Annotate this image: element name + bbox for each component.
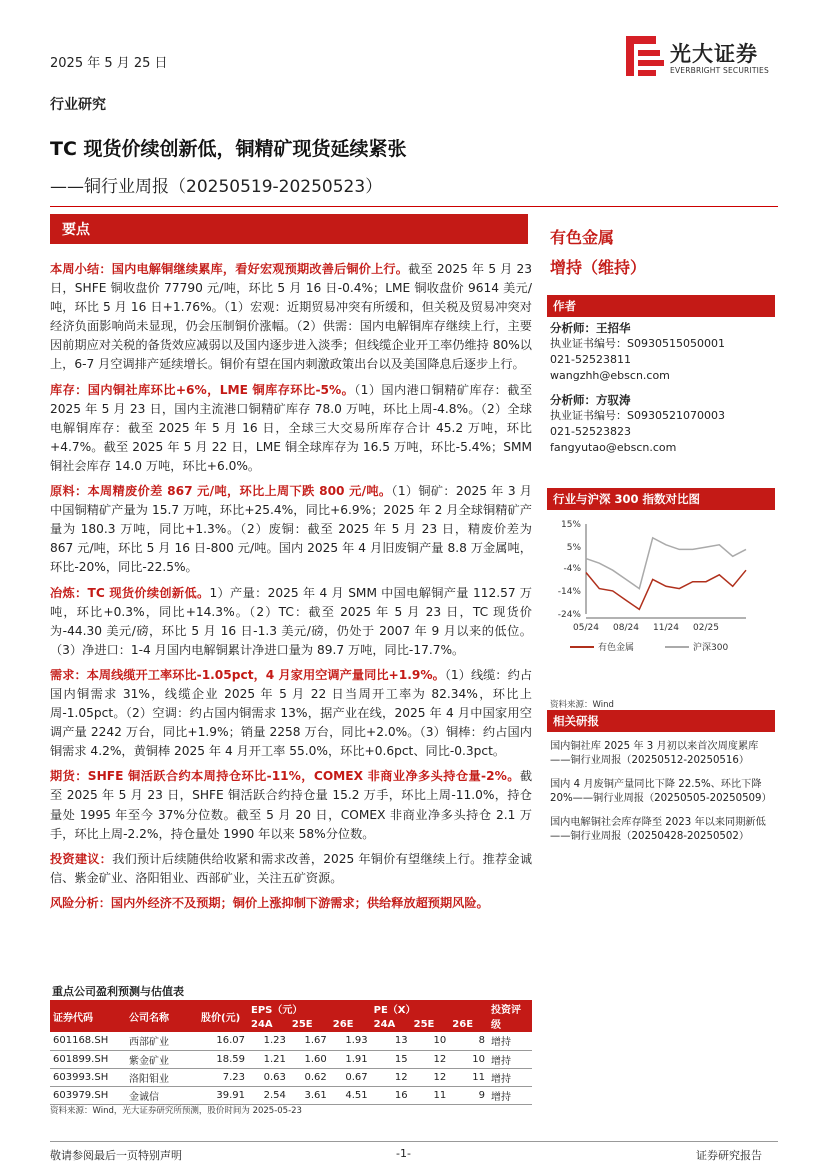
table-cell: 16 (371, 1086, 411, 1104)
table-cell: 12 (411, 1068, 450, 1086)
column-header: 股价(元) (198, 1000, 248, 1032)
table-cell: 1.60 (289, 1050, 330, 1068)
table-cell: 10 (411, 1032, 450, 1050)
column-header: 证券代码 (50, 1000, 126, 1032)
analyst-name: 分析师：方驭涛 (550, 393, 631, 407)
related-report-link[interactable]: 国内电解铜社会库存降至 2023 年以来同期新低——铜行业周报（20250428-20250502） (550, 817, 766, 842)
logo-text: 光大证券 (670, 42, 758, 66)
table-cell: 1.23 (248, 1032, 289, 1050)
analyst-phone: 021-52523811 (550, 353, 631, 366)
company-logo (626, 36, 786, 80)
analyst-card (550, 320, 725, 384)
table-cell: 1.67 (289, 1032, 330, 1050)
table-cell: 15 (371, 1050, 411, 1068)
paragraph-demand (50, 666, 532, 761)
series-line (586, 570, 746, 609)
table-cell: 12 (371, 1068, 411, 1086)
x-tick-label: 08/24 (613, 623, 639, 633)
footer-report-type: 证券研究报告 (696, 1149, 762, 1162)
table-row (50, 1068, 532, 1086)
chart-section-header: 行业与沪深 300 指数对比图 (547, 488, 775, 510)
main-body (50, 260, 532, 919)
chart-source: 资料来源：Wind (550, 700, 614, 710)
paragraph-investment (50, 850, 532, 888)
table-cell: 603993.SH (50, 1068, 126, 1086)
table-cell: 11 (449, 1068, 488, 1086)
table-cell: 18.59 (198, 1050, 248, 1068)
footer-divider (50, 1141, 778, 1142)
table-cell: 3.61 (289, 1086, 330, 1104)
paragraph-text: （1）线缆：约占国内铜需求 31%，线缆企业 2025 年 5 月 22 日当周开工率为 82.34%，环比上周-1.05pct。（2）空调：约占国内铜需求 13%，据产业在线，2025 年 4 月中国家用空调产量 2242 万台，同比+1.9%；销量 2258 万台，同比+2.0%。（3）铜棒：约占国内铜需求 4.2%，黄铜棒 2025 年 4 月开工率 55.0%，环比+0.6pct、同比-0.3pct。 (50, 667, 533, 759)
y-tick-label: 5% (566, 543, 581, 554)
table-cell: 4.51 (330, 1086, 371, 1104)
table-cell: 39.91 (198, 1086, 248, 1104)
table-cell: 8 (449, 1032, 488, 1050)
logo-mark-icon (626, 36, 664, 76)
analyst-cert: 执业证书编号：S0930515050001 (550, 337, 725, 350)
table-cell: 1.21 (248, 1050, 289, 1068)
related-report-link[interactable]: 国内 4 月废铜产量同比下降 22.5%、环比下降 20%——铜行业周报（20250505-20250509） (550, 779, 772, 804)
y-tick-label: -14% (557, 586, 581, 597)
paragraph-heading: 期货：SHFE 铜活跃合约本周持仓环比-11%，COMEX 非商业净多头持仓量-2%。 (50, 769, 520, 784)
table-cell: 增持 (488, 1050, 532, 1068)
keypoints-header-bar (50, 214, 528, 244)
paragraph-heading: 本周小结：国内电解铜继续累库，看好宏观预期改善后铜价上行。 (50, 262, 409, 276)
table-cell: 601899.SH (50, 1050, 126, 1068)
table-cell: 10 (449, 1050, 488, 1068)
paragraph-risk (50, 894, 532, 913)
column-header: 投资评级 (488, 1000, 532, 1032)
table-title: 重点公司盈利预测与估值表 (52, 985, 184, 998)
footer-disclaimer: 敬请参阅最后一页特别声明 (50, 1149, 182, 1162)
analyst-email[interactable]: wangzhh@ebscn.com (550, 369, 670, 382)
paragraph-inventory (50, 381, 532, 476)
report-date: 2025 年 5 月 25 日 (50, 56, 168, 71)
paragraph-smelting (50, 584, 532, 660)
analyst-cert: 执业证书编号：S0930521070003 (550, 409, 725, 422)
series-line (586, 538, 746, 589)
column-group-header: PE（X） (371, 1000, 488, 1016)
analyst-email[interactable]: fangyutao@ebscn.com (550, 441, 677, 454)
table-cell: 2.54 (248, 1086, 289, 1104)
table-cell: 洛阳钼业 (126, 1068, 198, 1086)
x-tick-label: 11/24 (653, 623, 679, 633)
column-header: 24A (371, 1016, 411, 1032)
paragraph-text: 截至 2025 年 5 月 23 日，SHFE 铜收盘价 77790 元/吨，环比 5 月 16 日-0.4%；LME 铜收盘价 9614 美元/吨，环比 5 月 16 日+1.76%。（1）宏观：近期贸易冲突有所缓和，但关税及贸易冲突对经济负面影响尚未显现，仍会压制铜价涨幅。（2）供需：国内电解铜库存继续上行，主要因前期应对关税的备货效应减弱以及国内逐步进入淡季；但线缆企业开工率仍维持 80%以上，6-7 月空调排产延续增长。铜价有望在国内刺激政策出台以及美国降息后逐步上行。 (50, 262, 532, 372)
table-cell: 1.93 (330, 1032, 371, 1050)
table-row (50, 1032, 532, 1050)
table-row (50, 1050, 532, 1068)
table-cell: 0.67 (330, 1068, 371, 1086)
column-header: 26E (449, 1016, 488, 1032)
table-cell: 0.63 (248, 1068, 289, 1086)
column-header: 25E (289, 1016, 330, 1032)
sector-rating: 增持（维持） (550, 258, 647, 277)
y-tick-label: -4% (563, 563, 581, 574)
x-tick-label: 02/25 (693, 623, 719, 633)
table-header-row (50, 1000, 532, 1016)
paragraph-summary (50, 260, 532, 375)
report-category: 行业研究 (50, 97, 106, 113)
keypoints-title: 要点 (62, 222, 90, 238)
table-cell: 11 (411, 1086, 450, 1104)
table-cell: 0.62 (289, 1068, 330, 1086)
related-reports-header: 相关研报 (547, 710, 775, 732)
paragraph-heading: 原料：本周精废价差 867 元/吨，环比上周下跌 800 元/吨。 (50, 484, 392, 499)
table-cell: 西部矿业 (126, 1032, 198, 1050)
paragraph-heading: 需求：本周线缆开工率环比-1.05pct，4 月家用空调产量同比+1.9%。 (50, 667, 445, 682)
paragraph-text: （1）国内港口铜精矿库存：截至 2025 年 5 月 23 日，国内主流港口铜精矿库存 78.0 万吨，环比上周-4.8%。（2）全球电解铜库存：截至 2025 年 5 月 16 日，全球三大交易所库存合计 45.2 万吨，环比+4.7%。截至 2025 年 5 月 22 日，LME 铜全球库存为 16.5 万吨，环比-5.4%；SMM 铜社会库存 14.0 万吨，环比+6.0%。 (50, 382, 533, 473)
paragraph-text: 截至 2025 年 5 月 23 日，SHFE 铜活跃合约持仓量 15.2 万手，环比上周-11.0%，持仓量处 1995 年至今 37%分位数。截至 5 月 20 日，COMEX 非商业净多头持仓 2.1 万手，环比上周-2.2%，持仓量处 1990 年以来 58%分位数。 (50, 769, 532, 841)
analyst-card (550, 392, 725, 456)
table-cell: 13 (371, 1032, 411, 1050)
column-header: 公司名称 (126, 1000, 198, 1032)
report-title: TC 现货价续创新低，铜精矿现货延续紧张 (50, 138, 407, 160)
paragraph-heading: 投资建议： (50, 851, 113, 866)
table-cell: 增持 (488, 1086, 532, 1104)
x-tick-label: 05/24 (573, 623, 599, 633)
legend-label: 沪深300 (693, 643, 729, 653)
legend-label: 有色金属 (598, 643, 635, 653)
y-tick-label: 15% (560, 520, 581, 530)
paragraph-text: 1）产量：2025 年 4 月 SMM 中国电解铜产量 112.57 万吨，环比+0.3%，同比+14.3%。（2）TC：截至 2025 年 5 月 23 日，TC 现货价为-44.30 美元/磅，环比 5 月 16 日-1.3 美元/磅，仍处于 2007 年 9 月以来的低位。（3）净进口：1-4 月国内电解铜累计净进口量为 89.7 万吨，同比-17.7%。 (50, 585, 532, 657)
analyst-phone: 021-52523823 (550, 425, 631, 438)
paragraph-materials (50, 482, 532, 577)
column-group-header: EPS（元） (248, 1000, 371, 1016)
table-cell: 1.91 (330, 1050, 371, 1068)
paragraph-text: （1）铜矿：2025 年 3 月中国铜精矿产量为 15.7 万吨，环比+25.4%，同比+6.9%；2025 年 2 月全球铜精矿产量为 180.3 万吨，同比+1.3%。（2）废铜：截至 2025 年 5 月 23 日，精废价差为 867 元/吨，环比 5 月 16 日-800 元/吨。国内 2025 年 4 月旧废铜产量 8.8 万金属吨，环比-20%，同比-22.5%。 (50, 484, 532, 575)
header-divider (50, 206, 778, 207)
line-chart (550, 514, 776, 659)
analyst-name: 分析师：王招华 (550, 321, 631, 335)
y-tick-label: -24% (557, 610, 581, 620)
paragraph-futures (50, 767, 532, 843)
paragraph-text: 我们预计后续随供给收紧和需求改善，2025 年铜价有望继续上行。推荐金诚信、紫金矿业、洛阳钼业、西部矿业，关注五矿资源。 (50, 851, 533, 885)
paragraph-heading: 风险分析：国内外经济不及预期；铜价上涨抑制下游需求；供给释放超预期风险。 (50, 895, 489, 910)
table-cell: 7.23 (198, 1068, 248, 1086)
paragraph-heading: 冶炼：TC 现货价续创新低。 (50, 585, 210, 600)
paragraph-heading: 库存：国内铜社库环比+6%，LME 铜库存环比-5%。 (50, 382, 355, 397)
report-subtitle: ——铜行业周报（20250519-20250523） (50, 177, 383, 197)
table-cell: 12 (411, 1050, 450, 1068)
table-cell: 601168.SH (50, 1032, 126, 1050)
table-cell: 9 (449, 1086, 488, 1104)
table-cell: 16.07 (198, 1032, 248, 1050)
author-section-header: 作者 (547, 295, 775, 317)
related-report-link[interactable]: 国内铜社库 2025 年 3 月初以来首次周度累库——铜行业周报（20250512-20250516） (550, 741, 759, 766)
table-cell: 603979.SH (50, 1086, 126, 1104)
table-cell: 增持 (488, 1032, 532, 1050)
table-cell: 金诚信 (126, 1086, 198, 1104)
table-source: 资料来源：Wind，光大证券研究所预测，股价时间为 2025-05-23 (50, 1106, 302, 1116)
table-cell: 紫金矿业 (126, 1050, 198, 1068)
related-reports-list (550, 740, 776, 854)
page-number: -1- (396, 1147, 411, 1160)
logo-english-text: EVERBRIGHT SECURITIES (670, 66, 769, 75)
table-cell: 增持 (488, 1068, 532, 1086)
column-header: 24A (248, 1016, 289, 1032)
column-header: 25E (411, 1016, 450, 1032)
column-header: 26E (330, 1016, 371, 1032)
sector-name: 有色金属 (550, 228, 615, 247)
index-comparison-chart (550, 514, 776, 663)
valuation-table (50, 1000, 532, 1105)
table-row (50, 1086, 532, 1104)
